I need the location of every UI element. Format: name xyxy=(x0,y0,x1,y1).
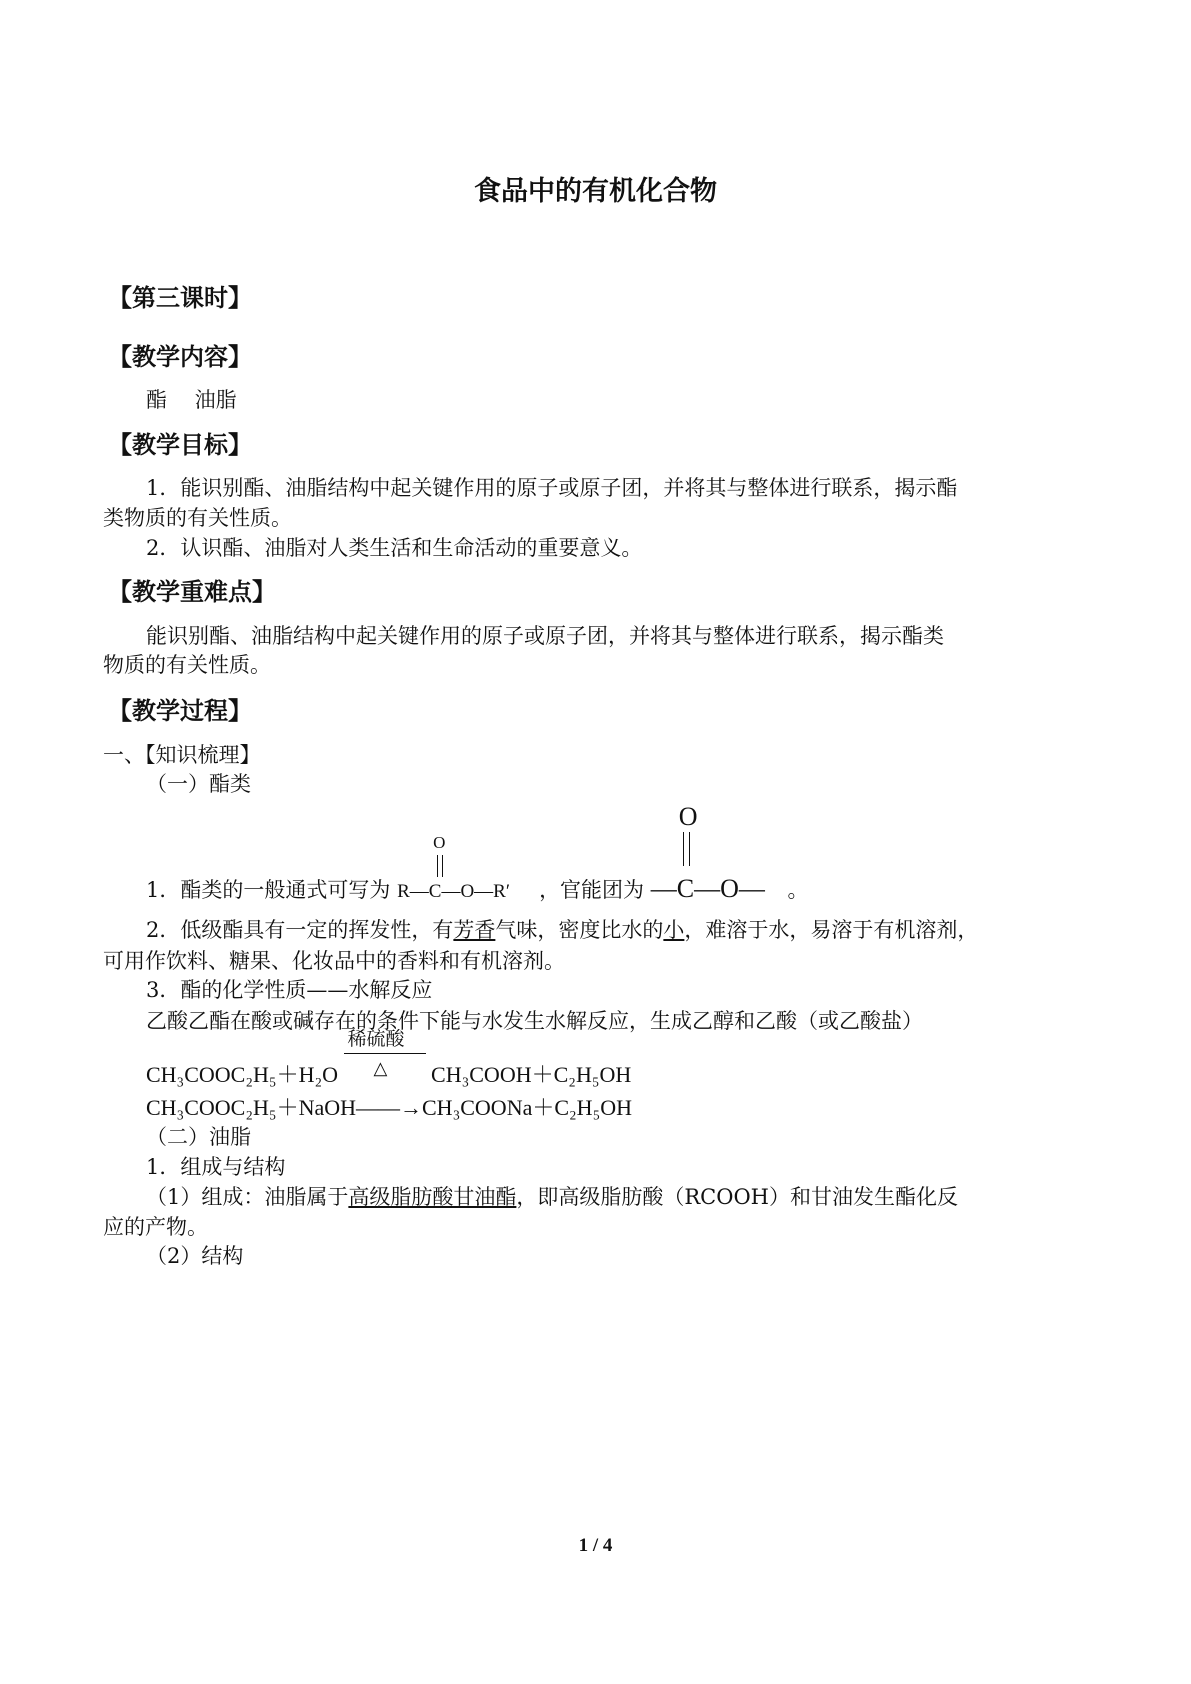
oil-composition xyxy=(146,1187,958,1208)
group-o: O xyxy=(720,874,739,903)
formula-r: R xyxy=(397,881,410,902)
item-1-mid: ，官能团为 xyxy=(539,878,645,902)
functional-group-structure: —C—O— O xyxy=(650,802,765,903)
goal-line: 2．认识酯、油脂对人类生活和生命活动的重要意义。 xyxy=(146,536,643,560)
formula-carbonyl-o: O xyxy=(433,833,446,852)
item-2-text: ，难溶于水，易溶于有机溶剂， xyxy=(684,918,979,942)
heading-content: 【教学内容】 xyxy=(108,343,252,371)
answer-small: 小 xyxy=(663,918,685,942)
content-text: 酯 油脂 xyxy=(146,388,237,412)
key-line: 物质的有关性质。 xyxy=(103,653,271,677)
item-1 xyxy=(146,802,809,903)
eq1-products: CH₃COOH＋C₂H₅OH xyxy=(431,1062,632,1087)
goal-line: 1．能识别酯、油脂结构中起关键作用的原子或原子团，并将其与整体进行联系，揭示酯 xyxy=(146,476,958,500)
item-3-desc: 乙酸乙酯在酸或碱存在的条件下能与水发生水解反应，生成乙醇和乙酸（或乙酸盐） xyxy=(146,1009,923,1033)
eq1-reactants: CH₃COOC₂H₅＋H₂O xyxy=(146,1062,339,1087)
double-bond xyxy=(683,832,690,866)
document-title: 食品中的有机化合物 xyxy=(474,176,717,207)
eq1-catalyst: 稀硫酸 xyxy=(347,1028,405,1050)
key-line: 能识别酯、油脂结构中起关键作用的原子或原子团，并将其与整体进行联系，揭示酯类 xyxy=(146,624,944,648)
reversible-arrow xyxy=(344,1028,426,1082)
general-formula-structure: R—C—O—R′ O xyxy=(397,833,511,902)
group-carbonyl-o: O xyxy=(678,802,698,831)
oil-composition-line2: 应的产物。 xyxy=(103,1215,208,1239)
page-number: 1 / 4 xyxy=(578,1535,613,1556)
heading-lesson: 【第三课时】 xyxy=(108,284,252,312)
group-c: C xyxy=(676,874,695,903)
eq1-heat: △ xyxy=(373,1058,388,1078)
subsection-oils: （二）油脂 xyxy=(146,1125,251,1149)
item-1-prefix: 1．酯类的一般通式可写为 xyxy=(146,878,391,902)
oil-item-1: 1．组成与结构 xyxy=(146,1155,286,1179)
oil-structure: （2）结构 xyxy=(146,1244,244,1268)
answer-aroma: 芳香 xyxy=(453,918,496,942)
equation-acid-hydrolysis xyxy=(146,1028,632,1087)
oil-text: （1）组成：油脂属于 xyxy=(146,1185,349,1209)
goal-line: 类物质的有关性质。 xyxy=(103,506,292,530)
item-2-text: 气味，密度比水的 xyxy=(495,918,664,942)
formula-o: O xyxy=(460,881,475,902)
answer-glyceride: 高级脂肪酸甘油酯 xyxy=(348,1185,517,1209)
heading-key: 【教学重难点】 xyxy=(108,578,276,606)
oil-text: ，即高级脂肪酸（RCOOH）和甘油发生酯化反 xyxy=(516,1185,958,1209)
item-1-end: 。 xyxy=(787,878,809,902)
heading-goals: 【教学目标】 xyxy=(108,431,252,459)
subsection-esters: （一）酯类 xyxy=(146,772,251,796)
item-3: 3．酯的化学性质——水解反应 xyxy=(146,978,433,1002)
equation-base-hydrolysis: CH₃COOC₂H₅＋NaOH——→CH₃COONa＋C₂H₅OH xyxy=(146,1095,633,1120)
formula-c: C xyxy=(428,881,442,902)
double-bond xyxy=(437,855,443,877)
item-2 xyxy=(146,920,978,941)
arrow-line xyxy=(344,1053,426,1054)
heading-process: 【教学过程】 xyxy=(108,697,252,725)
section-knowledge: 一、【知识梳理】 xyxy=(103,743,261,767)
formula-r2: R′ xyxy=(493,881,511,902)
item-2-line2: 可用作饮料、糖果、化妆品中的香料和有机溶剂。 xyxy=(103,949,565,973)
item-2-text: 2．低级酯具有一定的挥发性，有 xyxy=(146,918,454,942)
